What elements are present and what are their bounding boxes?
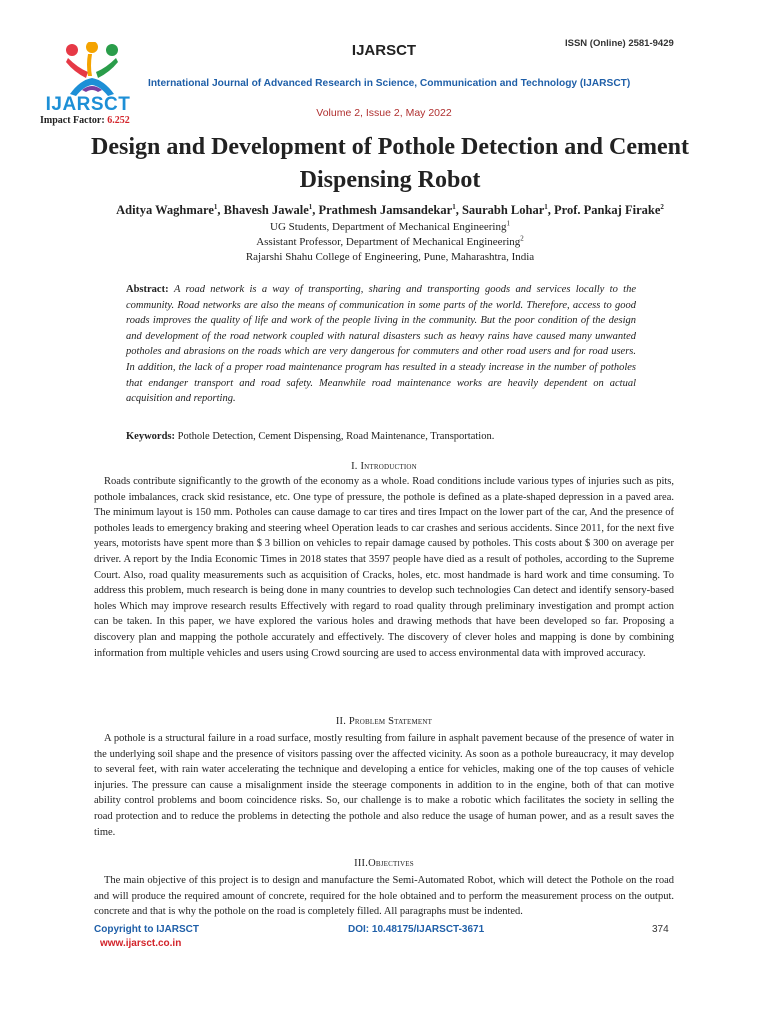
affiliation-mark: 1 [506,219,510,228]
affiliation-mark: 2 [520,234,524,243]
copyright-text: Copyright to IJARSCT [94,924,199,935]
impact-factor-value: 6.252 [107,115,130,126]
author-affil-mark: 1 [213,202,218,211]
section-body: Roads contribute significantly to the growth of the economy as a whole. Road conditions include various types of injuries such as pits, pothole imbalances, crack skid resistance, etc. One type of pressure, the pothole is defined as a plate-shaped depression in a paved area. The minimum layout is 150 mm. Potholes can cause damage to car tires and tires Impact on the lower part of the car, And the presence of potholes leads to emergency braking and steering wheel Operation leads to car crashes and serious accidents. Since 2011, for the next five years, motorists have spent more than $ 3 billion on vehicles to repair damage caused by potholes. This costs about $ 300 on average per driver. A report by the India Economic Times in 2018 states that 3597 people have died as a result of potholes, according to the Supreme Court. Also, road quality measurements such as acquisition of Cracks, holes, etc. most handmade is hard work and time consuming. To address this problem, much research is being done in many countries to develop such technologies Can detect and identify sensory-based holes Which may improve research results Effectively with regard to road quality through preliminary investigation and prompt action can be taken. In this paper, we have explored the various holes and drawing methods that have been developed so far. Proposing a discovery plan and mapping the pothole accurately and effectively. The discovery of clever holes and mapping is done by combining information from multiple vehicles and users using Crowd sourcing are used to access environmental data with improved accuracy. [94,476,674,659]
author-affil-mark: 1 [452,202,456,211]
affiliation-line [40,221,740,233]
author-name: Prathmesh Jamsandekar [318,203,453,217]
doi-link[interactable]: DOI: 10.48175/IJARSCT-3671 [348,924,485,935]
keywords-text: Pothole Detection, Cement Dispensing, Road Maintenance, Transportation. [177,431,495,442]
affiliation-line [40,251,740,263]
section-body: The main objective of this project is to design and manufacture the Semi-Automated Robot, which will detect the Pothole on the road and will produce the required amount of concrete, required for the hole obtained and to perform the measurement process on the output. concrete and that is why the pothole on the road is completely filled. All paragraphs must be indented. [94,875,674,918]
author-list: Aditya Waghmare$^1$, Bhavesh Jawale$^1$, Prathmesh Jamsandekar$^1$, Saurabh Lohar$^1$, Prof. Pankaj Firake$^2$ [116,202,664,217]
section-heading: II. Problem Statement [335,716,433,727]
author-name: Aditya Waghmare [116,203,214,217]
author-name: Prof. Pankaj Firake [554,203,661,217]
abstract-label: Abstract: [126,284,169,295]
affiliation-line [40,236,740,248]
abstract-text: A road network is a way of transporting, sharing and transporting goods and services locally to the community. Road networks are also the means of communication in some parts of the world. Therefore, access to good roads improves the quality of life and work of the people living in the community. But the poor condition of the design and development of the road network coupled with natural disasters such as heavy rains have caused many unwanted potholes and abrasions on the roads which are very dangerous for commuters and other road users and for road users. In addition, the lack of a proper road maintenance program has resulted in a steady increase in the number of potholes that endanger transport and road safety. Meanwhile road maintenance works are heavily dependent on actual acquisition and reporting. [126,284,637,405]
author-name: Saurabh Lohar [461,203,545,217]
page-number: 374 [652,924,669,935]
affiliation-text: Assistant Professor, Department of Mechanical Engineering [256,236,521,248]
volume-issue: Volume 2, Issue 2, May 2022 [316,107,452,119]
keywords-label: Keywords: [126,431,175,442]
section-body: A pothole is a structural failure in a road surface, mostly resulting from failure in asphalt pavement because of the presence of water in the underlying soil shape and the presence of visitors passing over the affected vicinity. As soon as a pothole bureaucracy, it may develop to several feet, with rain water accelerating the technique and developing a entice for vehicles, making one of the top causes of vehicle injuries. The pressure can cause a misalignment inside the steerage components in addition to in the engine, both of that can motive ability control problems and boom coincidence risks. So, our challenge is to make a robotic which facilitates the society in selling the road protection and to reduce the problems in detecting the pothole and also reduce the usage of human power, and as a result saves the time. [94,733,674,838]
impact-factor-label: Impact Factor: [40,115,108,126]
author-affil-mark: 2 [660,202,664,211]
paper-title: Design and Development of Pothole Detection and Cement Dispensing Robot [91,134,689,193]
journal-short-title: IJARSCT [351,42,417,59]
issn-text: ISSN (Online) 2581-9429 [565,38,674,49]
logo-wordmark: IJARSCT [45,94,131,115]
abstract [126,282,636,407]
section-heading: III.Objectives [354,858,414,869]
section-heading: I. Introduction [351,461,417,472]
author-affil-mark: 1 [544,202,548,211]
website-link[interactable]: www.ijarsct.co.in [100,938,182,949]
author-affil-mark: 1 [308,202,313,211]
affiliation-text: Rajarshi Shahu College of Engineering, Pune, Maharashtra, India [245,251,535,263]
journal-full-title: International Journal of Advanced Research in Science, Communication and Technology (IJARSCT) [148,78,631,89]
affiliation-text: UG Students, Department of Mechanical Engineering [270,221,507,233]
author-name: Bhavesh Jawale [223,203,309,217]
keywords [126,431,636,442]
